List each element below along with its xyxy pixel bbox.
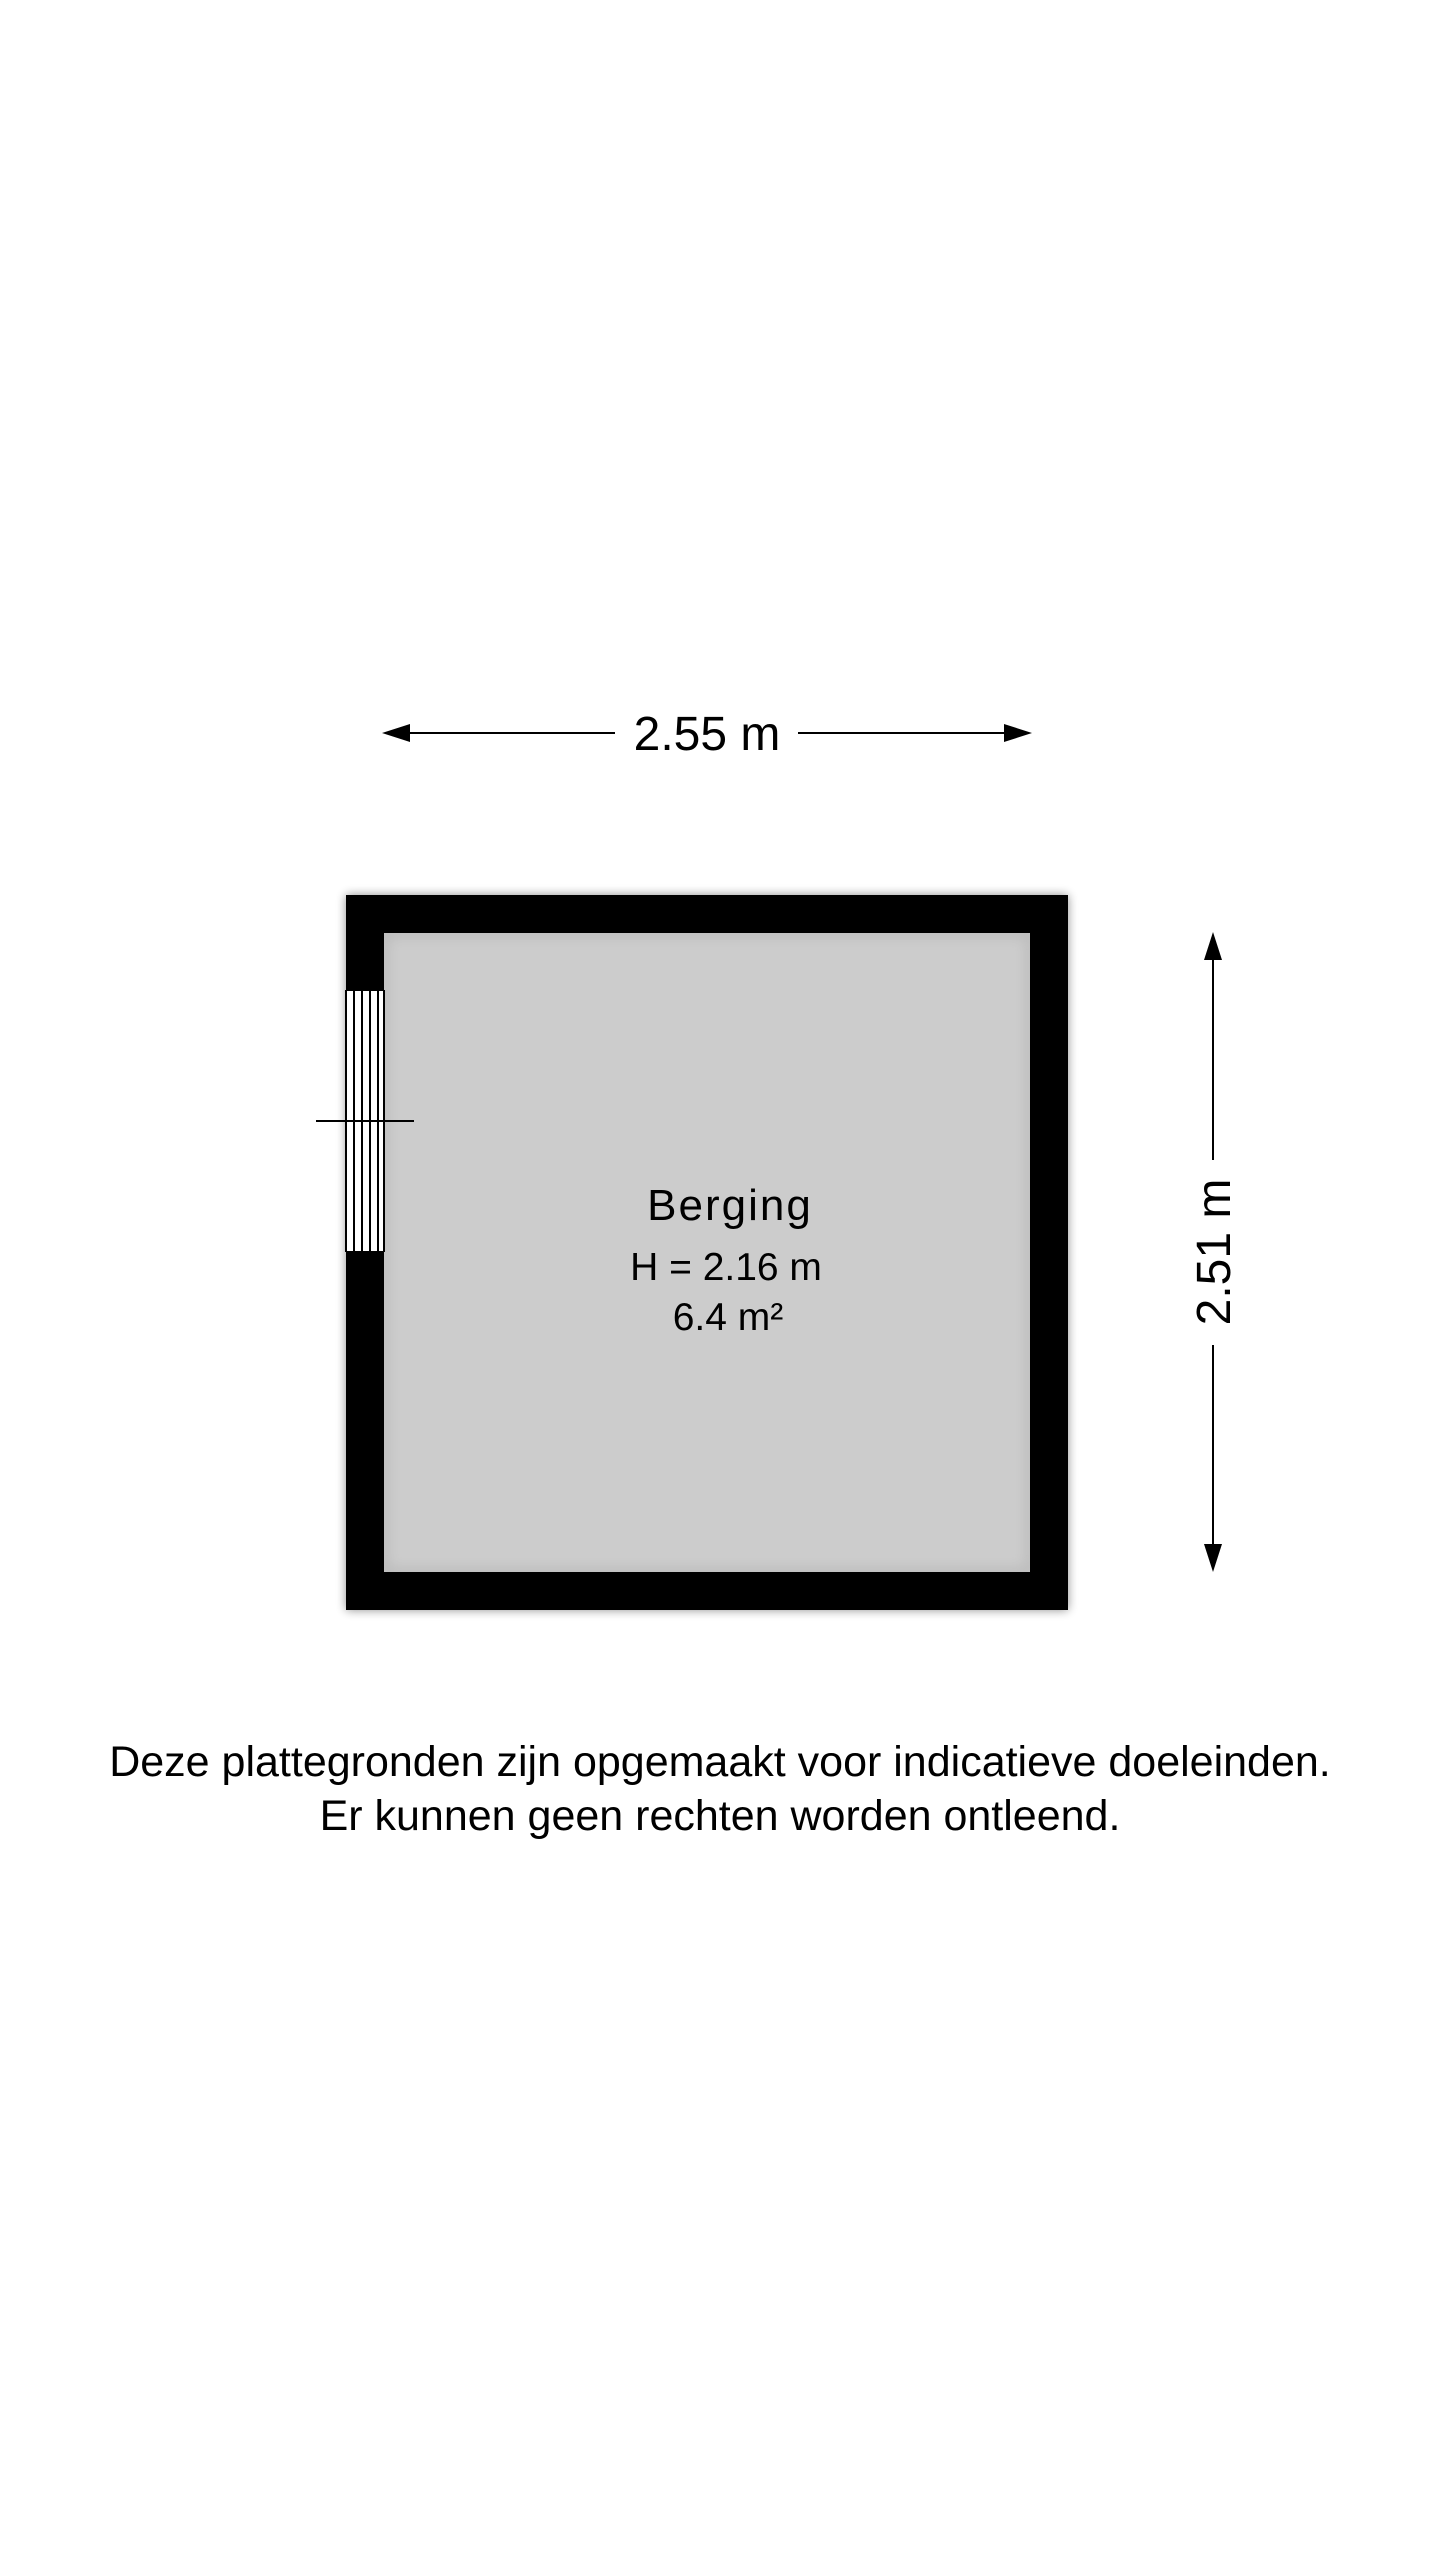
width-dimension bbox=[382, 708, 1032, 761]
arrow-up-icon bbox=[1204, 932, 1222, 960]
disclaimer-line-2: Er kunnen geen rechten worden ontleend. bbox=[319, 1792, 1121, 1840]
disclaimer bbox=[0, 1735, 1440, 1843]
room-area: 6.4 m² bbox=[672, 1296, 784, 1339]
arrow-down-icon bbox=[1204, 1544, 1222, 1572]
room-name: Berging bbox=[647, 1181, 813, 1230]
arrow-left-icon bbox=[382, 724, 410, 742]
arrow-right-icon bbox=[1004, 724, 1032, 742]
room-height: H = 2.16 m bbox=[630, 1246, 822, 1289]
disclaimer-line-1: Deze plattegronden zijn opgemaakt voor indicatieve doeleinden. bbox=[109, 1738, 1331, 1786]
width-label: 2.55 m bbox=[633, 708, 781, 761]
depth-dimension bbox=[1188, 932, 1241, 1572]
depth-label: 2.51 m bbox=[1188, 1178, 1241, 1326]
